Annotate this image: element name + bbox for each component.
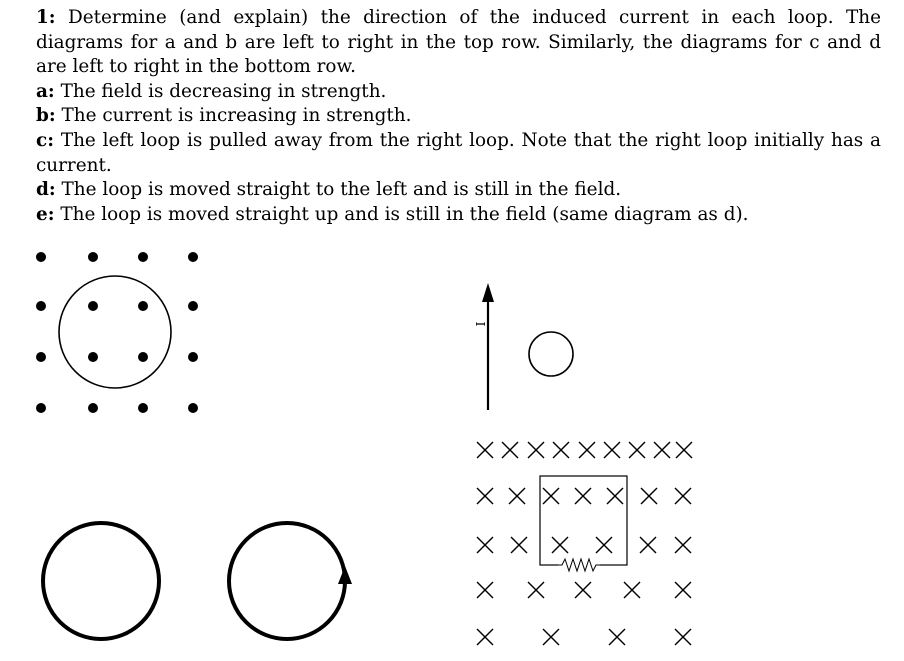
- field-cross: [477, 442, 493, 458]
- field-cross: [477, 582, 493, 598]
- field-dot: [188, 252, 198, 262]
- field-cross: [511, 537, 527, 553]
- field-cross: [641, 488, 657, 504]
- part-e-label: e:: [36, 203, 55, 225]
- field-cross: [543, 629, 559, 645]
- field-cross: [640, 537, 656, 553]
- field-cross: [676, 442, 692, 458]
- field-dot: [138, 252, 148, 262]
- field-dot: [188, 301, 198, 311]
- problem-number: 1:: [36, 7, 56, 28]
- part-b-text: The current is increasing in strength.: [61, 105, 412, 127]
- diagram-a: [36, 252, 198, 413]
- part-d-label: d:: [36, 179, 56, 201]
- part-e-text: The loop is moved straight up and is still in the field (same diagram as d).: [60, 203, 749, 225]
- part-b-label: b:: [36, 105, 56, 127]
- field-cross: [624, 582, 640, 598]
- loop-b: [529, 332, 573, 376]
- field-cross: [502, 442, 518, 458]
- part-d-text: The loop is moved straight to the left and is still in the field.: [61, 179, 622, 201]
- field-cross: [509, 488, 525, 504]
- field-dot: [188, 352, 198, 362]
- diagram-b: [473, 283, 573, 410]
- field-cross: [575, 582, 591, 598]
- loop-d: [540, 476, 627, 565]
- field-cross: [477, 629, 493, 645]
- field-cross: [528, 582, 544, 598]
- field-cross: [604, 442, 620, 458]
- field-dot: [36, 252, 46, 262]
- field-dot: [88, 252, 98, 262]
- field-dot: [188, 403, 198, 413]
- field-dot: [138, 352, 148, 362]
- field-cross: [528, 442, 544, 458]
- current-label: I: [473, 321, 487, 327]
- part-a-label: a:: [36, 80, 55, 102]
- field-dot: [36, 403, 46, 413]
- field-dot: [36, 301, 46, 311]
- field-dot: [88, 301, 98, 311]
- field-dot: [36, 352, 46, 362]
- part-a-text: The field is decreasing in strength.: [60, 80, 387, 102]
- loop-c-left: [43, 523, 159, 639]
- field-cross: [675, 629, 691, 645]
- diagram-d: [477, 442, 692, 645]
- field-cross: [629, 442, 645, 458]
- field-cross: [579, 442, 595, 458]
- field-dot: [138, 301, 148, 311]
- part-c-text: The left loop is pulled away from the right loop. Note that the right loop initially has a current.: [36, 129, 881, 176]
- field-cross: [477, 537, 493, 553]
- part-c-label: c:: [36, 129, 54, 151]
- field-dot: [138, 403, 148, 413]
- problem-intro-text: Determine (and explain) the direction of the induced current in each loop. The diagrams for a and b are left to right in the top row. Similarly, the diagrams for c and d are left to right in the bottom row.: [36, 7, 881, 78]
- loop-current-arrow-icon: [338, 566, 352, 584]
- field-cross: [477, 488, 493, 504]
- field-dot: [88, 403, 98, 413]
- field-cross: [675, 488, 691, 504]
- current-arrow-up-icon: [482, 283, 494, 302]
- field-cross: [609, 629, 625, 645]
- field-cross: [553, 442, 569, 458]
- loop-a: [59, 276, 171, 388]
- field-cross: [675, 582, 691, 598]
- loop-c-right: [229, 523, 345, 639]
- field-dot: [88, 352, 98, 362]
- diagram-c: [43, 523, 352, 639]
- field-cross: [654, 442, 670, 458]
- field-cross: [675, 537, 691, 553]
